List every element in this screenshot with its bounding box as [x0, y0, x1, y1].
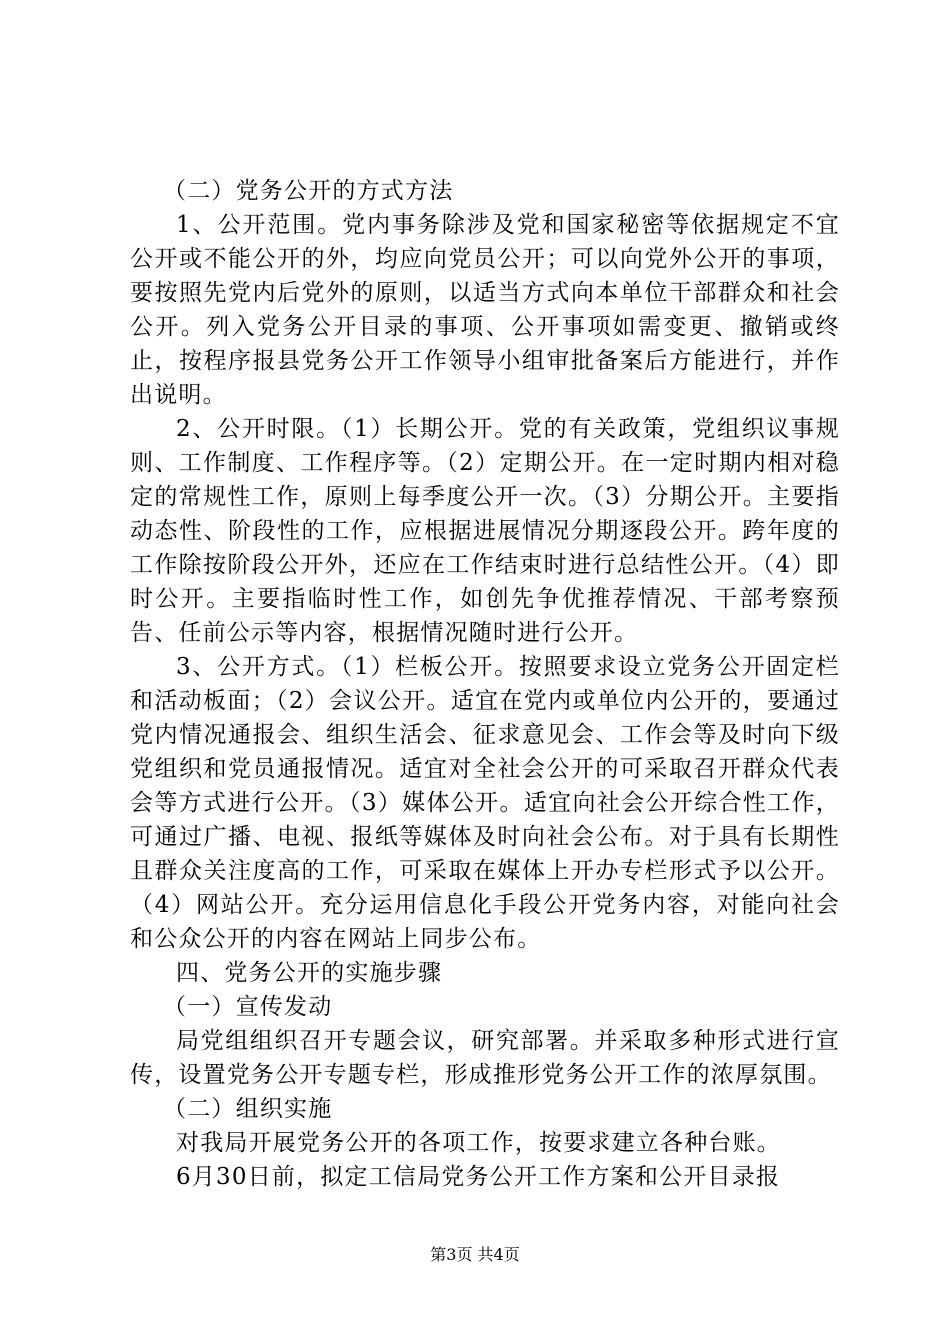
subsection-heading-publicity: （一）宣传发动: [163, 994, 333, 1020]
subsection-heading-implementation: （二）组织实施: [163, 1096, 333, 1122]
section-heading-steps: 四、党务公开的实施步骤: [176, 960, 443, 986]
page-footer: 第3页 共4页: [430, 1245, 520, 1264]
paragraph-scope: 1、公开范围。党内事务除涉及党和国家秘密等依据规定不宜公开或不能公开的外，均应向党员公开；可以向党外公开的事项，要按照先党内后党外的原则，以适当方式向本单位干部群众和社会公开。列入党务公开目录的事项、公开事项如需变更、撤销或终止，按程序报县党务公开工作领导小组审批备案后方能进行，并作出说明。: [130, 212, 840, 408]
paragraph-time-limit: 2、公开时限。（1）长期公开。党的有关政策，党组织议事规则、工作制度、工作程序等。（2）定期公开。在一定时期内相对稳定的常规性工作，原则上每季度公开一次。（3）分期公开。主要指动态性、阶段性的工作，应根据进展情况分期逐段公开。跨年度的工作除按阶段公开外，还应在工作结束时进行总结性公开。（4）即时公开。主要指临时性工作，如创先争优推荐情况、干部考察预告、任前公示等内容，根据情况随时进行公开。: [130, 416, 840, 646]
paragraph-publicity: 局党组组织召开专题会议，研究部署。并采取多种形式进行宣传，设置党务公开专题专栏，形成推形党务公开工作的浓厚氛围。: [130, 1028, 840, 1088]
document-body: [130, 174, 840, 1194]
paragraph-ledger: 对我局开展党务公开的各项工作，按要求建立各种台账。: [176, 1130, 781, 1156]
paragraph-deadline: 6月30日前，拟定工信局党务公开工作方案和公开目录报: [176, 1164, 781, 1190]
section-heading-methods: （二）党务公开的方式方法: [163, 178, 454, 204]
paragraph-methods: 3、公开方式。（1）栏板公开。按照要求设立党务公开固定栏和活动板面；（2）会议公开。适宜在党内或单位内公开的，要通过党内情况通报会、组织生活会、征求意见会、工作会等及时向下级党组织和党员通报情况。适宜对全社会公开的可采取召开群众代表会等方式进行公开。（3）媒体公开。适宜向社会公开综合性工作，可通过广播、电视、报纸等媒体及时向社会公布。对于具有长期性且群众关注度高的工作，可采取在媒体上开办专栏形式予以公开。（4）网站公开。充分运用信息化手段公开党务内容，对能向社会和公众公开的内容在网站上同步公布。: [130, 654, 840, 952]
